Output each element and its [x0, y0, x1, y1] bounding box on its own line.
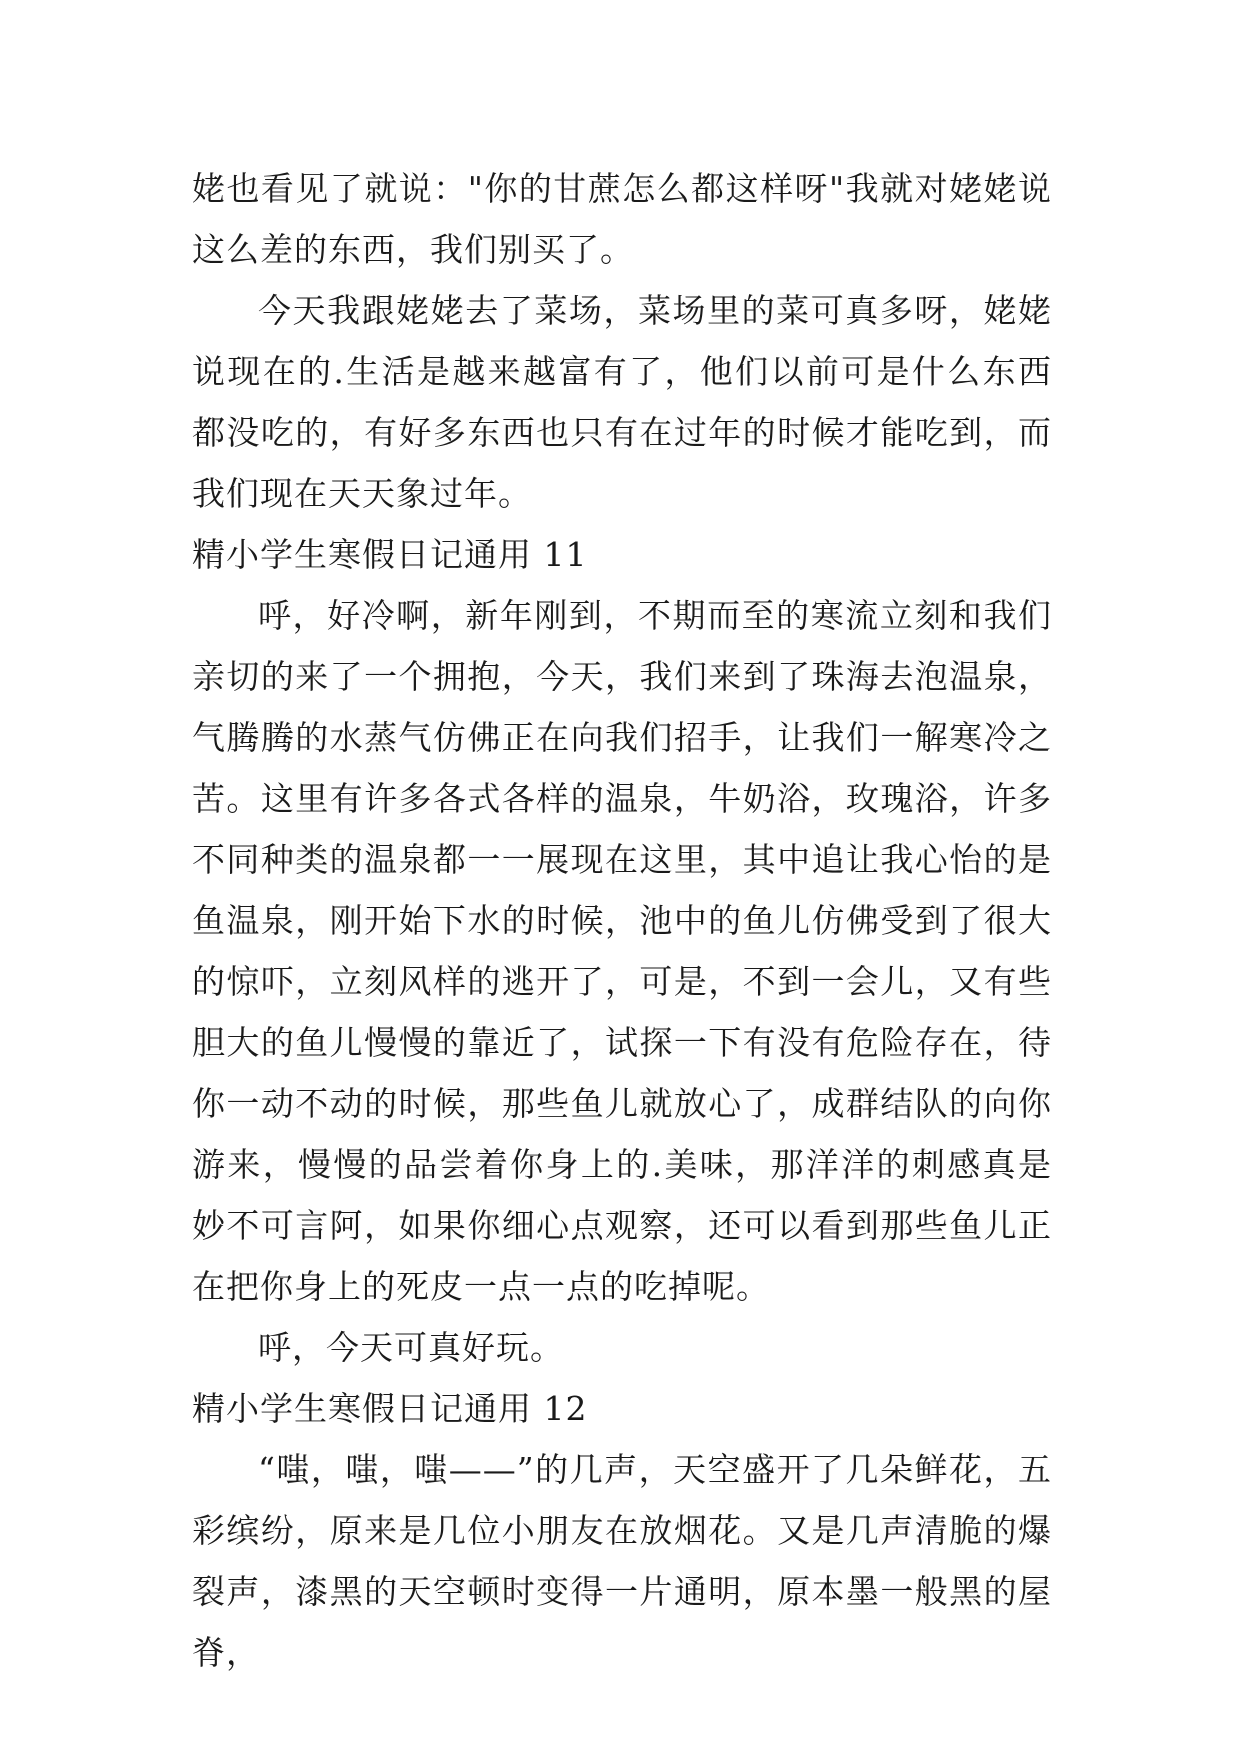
- section-heading-12: 精小学生寒假日记通用 12: [192, 1389, 588, 1428]
- document-body: [192, 158, 1052, 1683]
- section-heading-11: 精小学生寒假日记通用 11: [192, 535, 588, 574]
- paragraph-fun-today: 呼，今天可真好玩。: [258, 1328, 564, 1367]
- paragraph-vegetable-market: 今天我跟姥姥去了菜场，菜场里的菜可真多呀，姥姥说现在的.生活是越来越富有了，他们以前可是什么东西都没吃的，有好多东西也只有在过年的时候才能吃到，而我们现在天天象过年。: [192, 291, 1052, 513]
- paragraph-fireworks: “嗤，嗤，嗤——”的几声，天空盛开了几朵鲜花，五彩缤纷，原来是几位小朋友在放烟花。又是几声清脆的爆裂声，漆黑的天空顿时变得一片通明，原本墨一般黑的屋脊，: [192, 1450, 1052, 1672]
- paragraph-hot-spring: 呼，好冷啊，新年刚到，不期而至的寒流立刻和我们亲切的来了一个拥抱，今天，我们来到了珠海去泡温泉，气腾腾的水蒸气仿佛正在向我们招手，让我们一解寒冷之苦。这里有许多各式各样的温泉，牛奶浴，玫瑰浴，许多不同种类的温泉都一一展现在这里，其中追让我心怡的是鱼温泉，刚开始下水的时候，池中的鱼儿仿佛受到了很大的惊吓，立刻风样的逃开了，可是，不到一会儿，又有些胆大的鱼儿慢慢的靠近了，试探一下有没有危险存在，待你一动不动的时候，那些鱼儿就放心了，成群结队的向你游来，慢慢的品尝着你身上的.美味，那洋洋的刺感真是妙不可言阿，如果你细心点观察，还可以看到那些鱼儿正在把你身上的死皮一点一点的吃掉呢。: [192, 596, 1052, 1306]
- paragraph-continuation: 姥也看见了就说："你的甘蔗怎么都这样呀"我就对姥姥说这么差的东西，我们别买了。: [192, 169, 1052, 269]
